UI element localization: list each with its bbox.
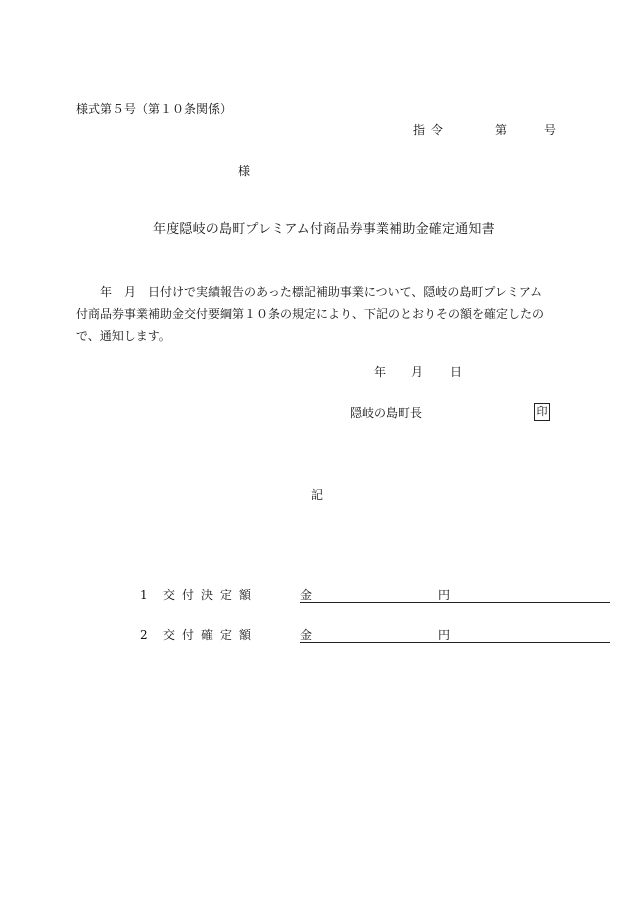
amount-row-confirmed	[140, 627, 460, 643]
directive-number-line	[413, 122, 563, 138]
body-line-1: 年 月 日付けで実績報告のあった標記補助事業について、隠岐の島町プレミアム	[76, 285, 543, 299]
item-number: 2	[140, 628, 148, 642]
notice-body	[76, 281, 562, 347]
document-title: 年度隠岐の島町プレミアム付商品券事業補助金確定通知書	[153, 222, 495, 237]
issue-date	[374, 364, 474, 380]
amount-unit: 円	[438, 588, 451, 602]
ki-heading: 記	[311, 488, 324, 502]
amount-underline	[300, 642, 610, 643]
seal-mark: 印	[534, 403, 550, 421]
date-year: 年	[374, 365, 387, 379]
amount-underline	[300, 602, 610, 603]
amount-prefix: 金	[300, 588, 313, 602]
amount-unit: 円	[438, 628, 451, 642]
amount-row-decided	[140, 587, 460, 603]
date-day: 日	[450, 365, 463, 379]
directive-gou: 号	[544, 123, 557, 137]
form-number-label: 様式第５号（第１０条関係）	[76, 102, 233, 116]
issuer-name: 隠岐の島町長	[350, 406, 423, 420]
recipient-honorific: 様	[238, 164, 251, 178]
directive-label: 指令	[413, 123, 450, 137]
item-label: 交付決定額	[163, 588, 259, 602]
directive-dai: 第	[495, 123, 508, 137]
amount-prefix: 金	[300, 628, 313, 642]
item-label: 交付確定額	[163, 628, 259, 642]
item-number: 1	[140, 588, 148, 602]
date-month: 月	[411, 365, 424, 379]
body-line-2: 付商品券事業補助金交付要綱第１０条の規定により、下記のとおりその額を確定したの	[76, 307, 545, 321]
body-line-3: で、通知します。	[76, 329, 171, 343]
